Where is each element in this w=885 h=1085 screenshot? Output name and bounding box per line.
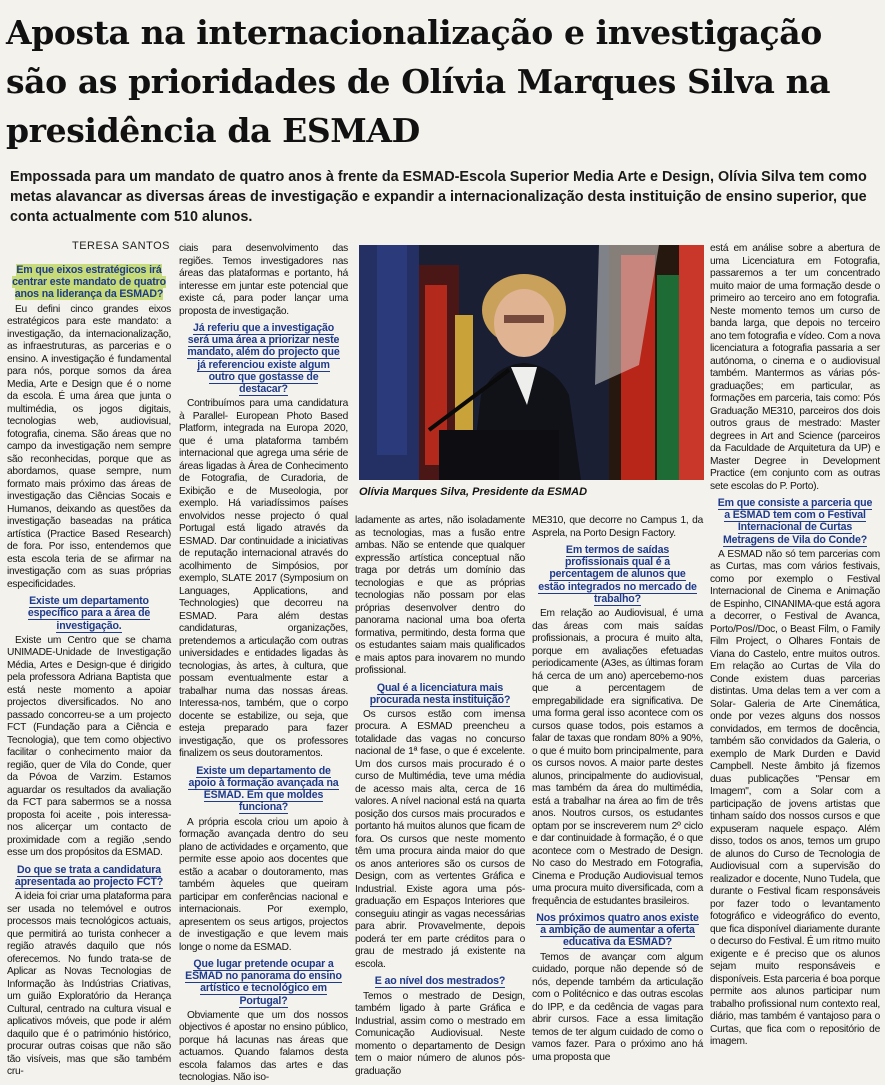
answer-paragraph: A própria escola criou um apoio à formação avançada dentro do seu plano de actividades e orçamento, que permite esse apoio aos docentes que estão a acabar o doutoramento, mas também àqueles que queiram participar em conferências nacional e internacionais. Por exemplo, apresentem os seus artigos, projectos de investigação e que levem mais longe o nome da ESMAD. xyxy=(179,816,348,953)
article-column-5 xyxy=(710,243,880,1066)
interview-question xyxy=(183,322,344,395)
interview-question-text: E ao nível dos mestrados? xyxy=(374,975,506,988)
photo-illustration xyxy=(359,245,704,480)
article-column-1 xyxy=(7,260,171,1078)
interview-question-text: Nos próximos quatro anos existe a ambição de aumentar a oferta educativa da ESMAD? xyxy=(536,912,699,949)
interview-question-text: Em que eixos estratégicos irá centrar este mandato de quatro anos na liderança da ESMAD? xyxy=(12,264,166,301)
answer-paragraph: Os cursos estão com imensa procura. A ESMAD preencheu a totalidade das vagas no concurso nacional de 1ª fase, o que é excelente. Um dos cursos mais procurado é o curso de Multimédia, teve uma média de acesso mais alta, cerca de 16 valores. A nível nacional está na quarta posição dos cursos mais procurados e portanto há muitos alunos que ficam de fora. Os cursos que neste momento têm uma procura ainda maior do que os anos anteriores são os cursos de Design, com as vertentes Gráfica e Industrial. Existe agora uma pós-graduação em Espaços Interiores que conseguiu atingir as vagas necessárias para abrir. Provavelmente, depois poderá ter em parte créditos para o grau de mestrado já existente na escola. xyxy=(355,708,525,970)
answer-paragraph: Existe um Centro que se chama UNIMADE-Unidade de Investigação Média, Artes e Design-que é dirigido pela professora Adriana Baptista que está neste momento a apoiar projectos diversificados. No ano passado concorreu-se a um projecto FCT (Fundação para a Ciência e Tecnologia), que tem como objectivo facilitar o conhecimento maior da região, quer de Vila do Conde, quer da Póvoa de Varzim. Estamos aguardar os resultados da avaliação da FCT para sabermos se a nossa proposta foi aceite , pois interessa-nos alicerçar um contacto de proximidade com a região ,sendo esse um dos propósitos da ESMAD. xyxy=(7,634,171,859)
interview-question xyxy=(183,958,344,1007)
interview-question-text: Já referiu que a investigação será uma área a priorizar neste mandato, além do projecto que já referenciou existe algum outro que gostasse de destacar? xyxy=(187,322,340,396)
interview-question xyxy=(359,975,521,987)
answer-paragraph: ME310, que decorre no Campus 1, da Asprela, na Porto Design Factory. xyxy=(532,515,703,539)
interview-question-text: Existe um departamento específico para a área de investigação. xyxy=(27,595,151,632)
interview-question-text: Qual é a licenciatura mais procurada nesta instituição? xyxy=(369,681,511,706)
interview-question xyxy=(11,264,167,301)
interview-question-text: Que lugar pretende ocupar a ESMAD no panorama do ensino artístico e tecnológico em Portugal? xyxy=(185,958,342,1007)
answer-paragraph: Temos o mestrado de Design, também ligado à parte Gráfica e Industrial, assim como o mestrado em Comunicação Audiovisual. Neste momento o departamento de Design tem o maior número de alunos pós-graduação xyxy=(355,990,525,1077)
interview-question xyxy=(11,864,167,888)
answer-paragraph: está em análise sobre a abertura de uma Licenciatura em Fotografia, passaremos a ter um concentrado muito maior de uma formação desde o primeiro ao terceiro ano em fotografia. Neste momento temos um curso de banda larga, que depois no terceiro ano tem fotografia e vídeo. Com a nova licenciatura a fotografia passaria a ser autónoma, o cinema e o audiovisual também. Mantermos as várias pós-graduações; em particular, as formações em parceria, tais como: Pós Graduação ME310, parceiros dos dois outros graus de mestrado: Master degrees in Art and Science (parceiros da Faculdade de Arquitetura da UP) e Master Degree in Development Practice (em conjunto com as outras sete escolas do P. Porto). xyxy=(710,243,880,492)
answer-paragraph: ladamente as artes, não isoladamente as tecnologias, mas a fusão entre ambas. Não se entende que qualquer expressão artística conceptual não traga por detrás um domínio das tecnologias e que as próprias tecnologias não possam por elas próprias desenvolver dentro do panorama nacional uma boa oferta formativa, permitindo, desta forma que os estudantes saiam mais qualificados e mais aptos para inovarem no mundo profissional. xyxy=(355,515,525,676)
interview-question xyxy=(714,497,876,546)
article-column-2 xyxy=(179,243,348,1084)
answer-paragraph: ciais para desenvolvimento das regiões. Temos investigadores nas áreas das plataformas e portanto, há interesse em juntar este potencial que existe cá, para poder lançar uma proposta de investigação. xyxy=(179,243,348,317)
headline: Aposta na internacionalização e investigação são as prioridades de Olívia Marques Silva na presidência da ESMAD xyxy=(6,13,831,150)
interview-question xyxy=(183,765,344,814)
standfirst: Empossada para um mandato de quatro anos à frente da ESMAD-Escola Superior Media Arte e Design, Olívia Silva tem como metas alavancar as diversas áreas de investigação e expandir a internacionalização desta instituição de ensino superior, que conta actualmente com 510 alunos. xyxy=(10,169,867,225)
interview-question-text: Existe um departamento de apoio à formação avançada na ESMAD. Em que moldes funciona? xyxy=(188,764,339,814)
interview-question xyxy=(11,595,167,632)
interview-question-text: Do que se trata a candidatura apresentada ao projecto FCT? xyxy=(14,863,164,888)
photo-caption: Olívia Marques Silva, Presidente da ESMAD xyxy=(359,486,588,498)
interview-question xyxy=(359,682,521,706)
answer-paragraph: A ESMAD não só tem parcerias com as Curtas, mas com vários festivais, como por exemplo o Festival Internacional de Cinema e Animação de Espinho, CINANIMA-que está agora a decorrer, o Festival de Avanca, Porto/Pos//Doc, o Beast Film, o Family Film Project, o Olhares Fontais de Viana do Castelo, entre muitos outros. Em relação ao Curtas de Vila do Conde existem duas parcerias distintas. Uma delas tem a ver com a Solar- Galeria de Arte Cinemática, onde por vezes alguns dos nossos convidados, em termos de docência, também são convidados da Galeria, o exemplo de Mark Durden e David Campbell. Neste âmbito já fizemos duas publicações "Pensar em Imagem", com a Solar com a participação de jovens artistas que tinham saído dos nossos cursos e que expuseram naquele espaço. Além disso, todos os anos, temos um grupo de alunos do Curso de Tecnologia de Audiovisual com a supervisão do realizador e docente, Nuno Tudela, que durante o Festival ficam responsáveis por fazer todo o levantamento fotográfico e videográfico do evento, que fica disponível diariamente durante o decurso do Festival. É um ritmo muito exigente e é preciso que os alunos sejam muito responsáveis e disponíveis. Esta parceria é boa porque permite aos alunos participar num trabalho profissional num contexto real, diário, mas também é vantajoso para o Curtas, que fica com o repositório de imagem. xyxy=(710,548,880,1048)
answer-paragraph: Temos de avançar com algum cuidado, porque não depende só de nós, depende também da articulação com o Politécnico e das outras escolas do IPP, e da cedência de vagas para abrir cursos. Face a essa limitação temos de ter algum cuidado de como o vamos fazer. Para o próximo ano há uma proposta que xyxy=(532,951,703,1063)
answer-paragraph: Em relação ao Audiovisual, é uma das áreas com mais saídas profissionais, a procura é muito alta, porque em avaliações efetuadas periodicamente (A3es, as últimas foram há cerca de um ano) apercebemo-nos que a percentagem de empregabilidade era significativa. De uma forma geral isso acontece com os cursos quase todos, pois estamos a falar de taxas que rondam 80% a 90%, o que é muito bom principalmente, para os cursos novos. A maior parte destes alunos, principalmente do audiovisual, mas também da área do multimédia, está a trabalhar na área ao fim de três anos. Noutros cursos, os estudantes optam por se inscreverem num 2º ciclo e dar continuidade à formação, é o que acontece com o Mestrado de Design. No caso do Mestrado em Fotografia, Cinema e Produção Audiovisual temos uma procura muito diversificada, com a frequência de estudantes brasileiros. xyxy=(532,608,703,907)
answer-paragraph: Contribuímos para uma candidatura à Parallel- European Photo Based Platform, integrada na Europa 2020, que é uma plataforma também internacional que agrega uma série de áreas ligadas à Área de Conhecimento de Fotografia, de Curadoria, de Exibição e de Museologia, por exemplo. Há variadíssimos países envolvidos nesse projecto ó qual Portugal está ligado através da ESMAD. Dar continuidade a iniciativas de reputação internacional através do acolhimento de Simpósios, por exemplo, SLATE 2017 (Symposium on Languages, Applications, and Technologies) que decorreu na ESMAD. Para além destas candidaturas, organizações, pretendemos a articulação com outras universidades e entidades ligadas às tecnologias, às artes, à cultura, que possam eventualmente estar a trabalhar numa das nossas áreas. Interessa-nos, também, que o corpo docente se estabilize, ou seja, que esteja preparado para fazer investigação, que os professores finalizem os seus doutoramentos. xyxy=(179,398,348,760)
photo-olivia-marques-silva xyxy=(359,245,704,480)
article-column-4 xyxy=(532,515,703,1066)
interview-question-text: Em termos de saídas profissionais qual é a percentagem de alunos que estão integrados no mercado de trabalho? xyxy=(538,544,697,605)
byline: TERESA SANTOS xyxy=(72,240,170,252)
article-column-3 xyxy=(355,515,525,1077)
interview-question xyxy=(536,544,699,605)
answer-paragraph: Eu defini cinco grandes eixos estratégicos para este mandato: a investigação, da internacionalização, as infraestruturas, as parcerias e o ensino. A investigação é fundamental para nós, porque somos da área Media, Arte e Design que é o nome da escola. É uma área que junta o multimédia, os jogos digitais, tecnologias web, audiovisual, fotografia, cinema. São áreas que no campo da investigação nem sempre são reconhecidas, porque que as abordamos, quase sempre, num formato mais próximo das áreas de investigação das Ciências Socais e Humanos, deixando as questões da investigação baseadas na prática artística (Practice Based Research) de fora. Por isso, entendemos que esta escola teria de se afirmar na investigação com as suas próprias especificidades. xyxy=(7,303,171,590)
answer-paragraph: Obviamente que um dos nossos objectivos é apostar no ensino público, porque há lacunas nas áreas que actuamos. Quando falamos desta escola falamos das artes e das tecnologias. Não iso- xyxy=(179,1009,348,1084)
answer-paragraph: A ideia foi criar uma plataforma para ser usada no telemóvel e outros processos mais tecnológicos actuais, que permitirá ao turista conhecer a região através daquilo que nós oferecemos. No fundo trata-se de Aplicar as Novas Tecnologias de Informação às Indústrias Criativas, um guião Exploratório da Herança Cultural, centrado na cultura visual e aplicativos móveis, que pode ir além daquilo que é o património histórico, procurar outras coisas que não são tão visíveis, mas que são também cru- xyxy=(7,891,171,1078)
interview-question xyxy=(536,912,699,949)
interview-question-text: Em que consiste a parceria que a ESMAD tem com o Festival Internacional de Curtas Metragens de Vila do Conde? xyxy=(717,497,873,546)
